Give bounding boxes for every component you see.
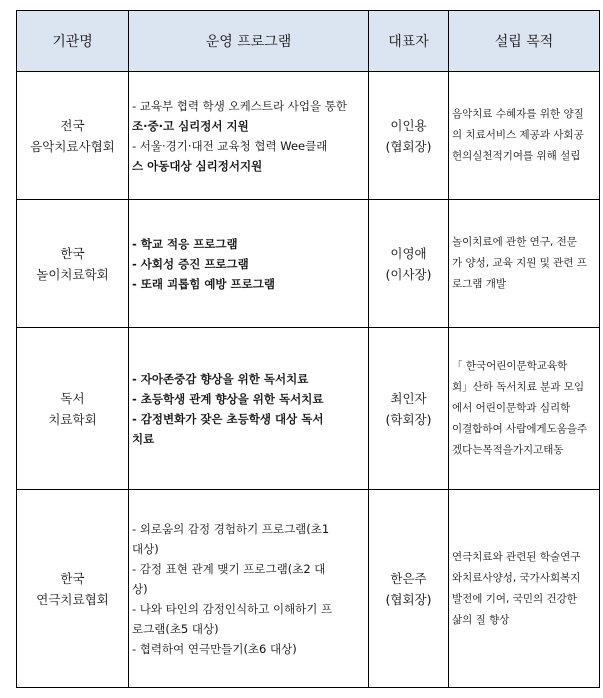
org-name-line: 한국 — [60, 570, 85, 586]
org-name-line: 놀이치료학회 — [36, 266, 109, 282]
purpose-line: 발전에 기여, 국민의 건강한 — [452, 592, 577, 605]
representative-cell — [369, 200, 449, 328]
purpose-line: 회」산하 독서치료 분과 모임 — [452, 381, 585, 393]
program-line: - 사회성 증진 프로그램 — [132, 256, 249, 271]
purpose-line: 와치료사양성, 국가사회복지 — [452, 571, 581, 584]
program-line: - 또래 괴롭힘 예방 프로그램 — [132, 276, 275, 291]
purpose-line: 로그램 개발 — [452, 278, 507, 290]
header-row — [17, 11, 600, 72]
program-line: - 서울·경기·대전 교육청 협력 Wee클래 — [132, 138, 328, 153]
purpose-line: 삶의 질 향상 — [452, 613, 510, 626]
purpose-line: 연극치료와 관련된 학술연구 — [452, 550, 581, 563]
header-representative: 대표자 — [369, 11, 449, 72]
program-line: - 협력하여 연극만들기(초6 대상) — [132, 641, 297, 656]
rep-name: 이인용 — [390, 117, 427, 133]
table-row — [17, 200, 600, 328]
rep-title: (협회장) — [385, 138, 432, 154]
org-cell — [17, 490, 129, 688]
representative-cell — [369, 328, 449, 490]
org-name-line: 한국 — [60, 245, 85, 261]
org-name-line: 연극치료협회 — [36, 591, 109, 607]
org-name-line: 전국 — [60, 117, 85, 133]
table-row — [17, 490, 600, 688]
program-line: 치료 — [132, 431, 155, 446]
program-line: - 교육부 협력 학생 오케스트라 사업을 통한 — [132, 98, 347, 113]
programs-cell — [129, 72, 369, 200]
rep-name: 한은주 — [390, 570, 427, 586]
program-line: 스 아동대상 심리정서지원 — [132, 158, 263, 173]
programs-cell — [129, 328, 369, 490]
program-line: - 감정 표현 관계 맺기 프로그램(초2 대 — [132, 561, 326, 576]
programs-cell — [129, 490, 369, 688]
purpose-line: 놀이치료에 관한 연구, 전문 — [452, 236, 577, 248]
programs-cell — [129, 200, 369, 328]
representative-cell — [369, 490, 449, 688]
table-row — [17, 72, 600, 200]
org-cell — [17, 200, 129, 328]
purpose-cell — [449, 200, 600, 328]
org-cell — [17, 328, 129, 490]
purpose-line: 가 양성, 교육 지원 및 관련 프 — [452, 257, 587, 269]
rep-name: 최인자 — [390, 390, 427, 406]
org-cell — [17, 72, 129, 200]
program-line: 로그램(초5 대상) — [132, 621, 219, 636]
representative-cell — [369, 72, 449, 200]
purpose-line: 에서 어린이문학과 심리학 — [452, 402, 571, 414]
rep-name: 이영애 — [390, 245, 427, 261]
purpose-line: 「 한국어린이문학교육학 — [452, 360, 568, 372]
program-line: 대상) — [132, 541, 159, 556]
purpose-line: 의 치료서비스 제공과 사회공 — [452, 129, 584, 141]
org-name-line: 독서 — [60, 390, 85, 406]
purpose-line: 이결합하여 사람에게도움을주 — [452, 423, 588, 435]
purpose-cell — [449, 328, 600, 490]
purpose-line: 음악치료 수혜자를 위한 양질 — [452, 108, 584, 120]
document-table-wrapper — [16, 10, 600, 688]
header-programs: 운영 프로그램 — [129, 11, 369, 72]
header-purpose: 설립 목적 — [449, 11, 600, 72]
org-name-line: 치료학회 — [48, 411, 97, 427]
rep-title: (이사장) — [385, 266, 432, 282]
program-line: - 자아존중감 향상을 위한 독서치료 — [132, 371, 309, 386]
rep-title: (학회장) — [385, 411, 432, 427]
program-line: - 나와 타인의 감정인식하고 이해하기 프 — [132, 601, 333, 616]
organization-table — [16, 10, 600, 688]
purpose-cell — [449, 490, 600, 688]
program-line: - 외로움의 감정 경험하기 프로그램(초1 — [132, 521, 330, 536]
rep-title: (협회장) — [385, 591, 432, 607]
purpose-line: 헌의실천적기여를 위해 설립 — [452, 150, 581, 162]
table-row — [17, 328, 600, 490]
program-line: - 초등학생 관계 향상을 위한 독서치료 — [132, 391, 324, 406]
purpose-cell — [449, 72, 600, 200]
purpose-line: 겠다는목적을가지고태동 — [452, 444, 564, 456]
header-organization: 기관명 — [17, 11, 129, 72]
program-line: - 감정변화가 잦은 초등학생 대상 독서 — [132, 411, 324, 426]
program-line: 상) — [132, 581, 148, 596]
program-line: 조·중·고 심리정서 지원 — [132, 118, 249, 133]
org-name-line: 음악치료사협회 — [30, 138, 115, 154]
program-line: - 학교 적응 프로그램 — [132, 236, 238, 251]
